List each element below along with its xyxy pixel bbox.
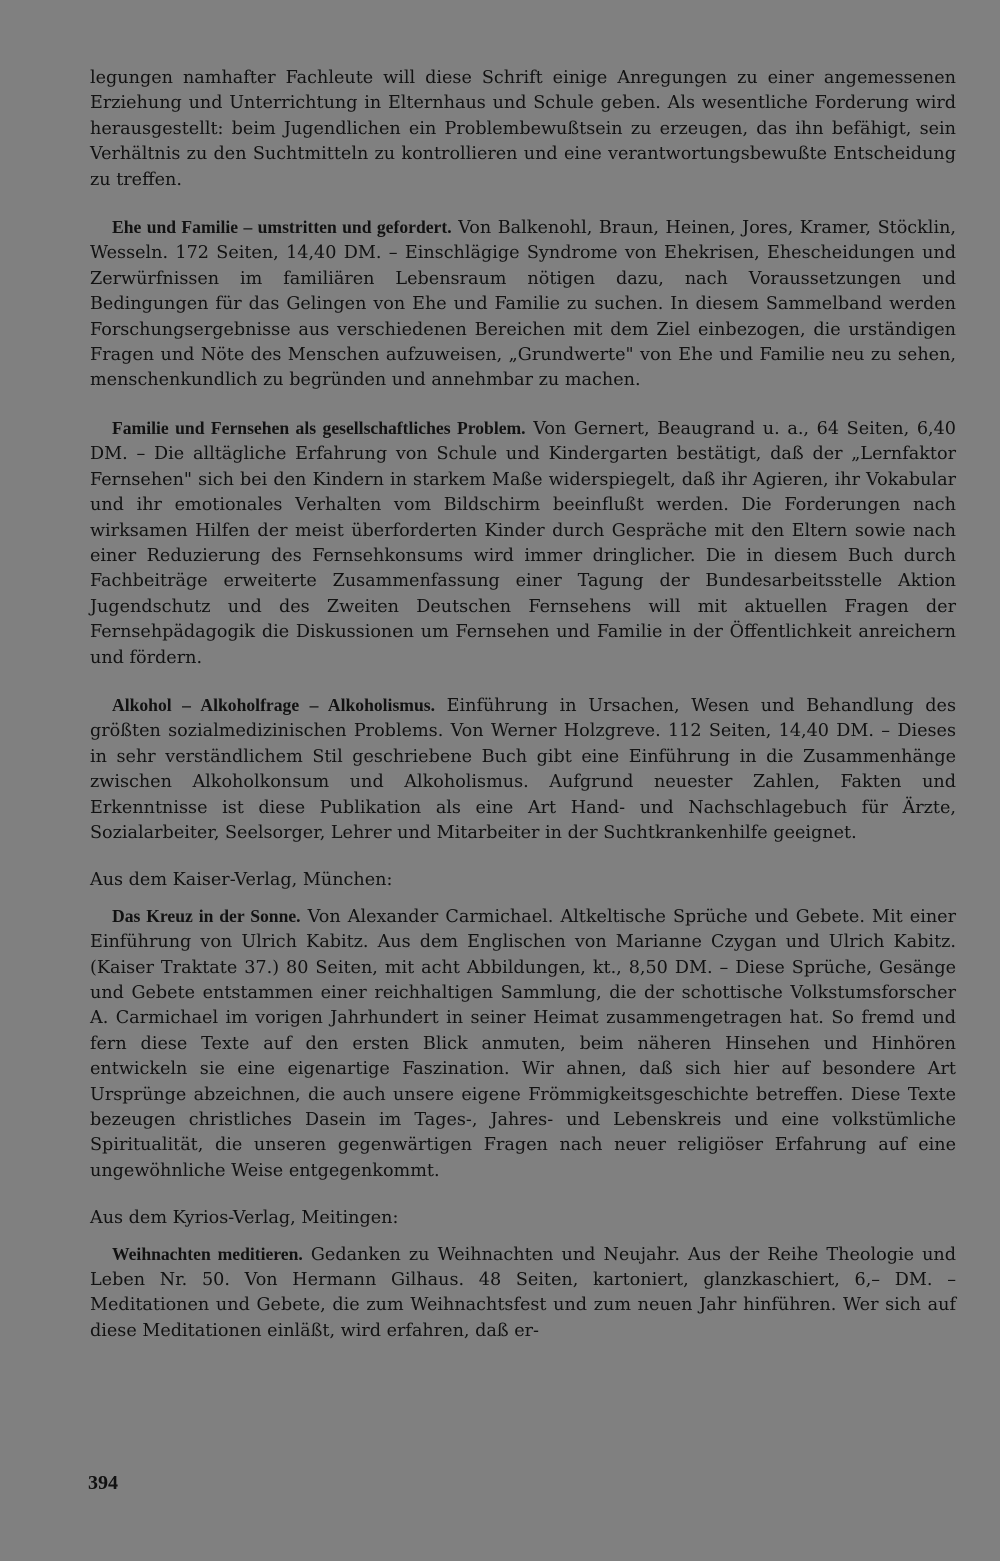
review-entry-kreuz-sonne [90, 904, 956, 1184]
book-description: Von Alexander Carmichael. Altkeltische Sprüche und Gebete. Mit einer Einführung von Ulrich Kabitz. Aus dem Englischen von Marianne Czygan und Ulrich Kabitz. (Kaiser Traktate 37.) 80 Seiten, mit acht Abbildungen, kt., 8,50 DM. – Diese Sprüche, Gesänge und Gebete entstammen einer reichhaltigen Sammlung, die der schottische Volkstumsforscher A. Carmichael im vorigen Jahrhundert in seiner Heimat zusammengetragen hat. So fremd und fern diese Texte auf den ersten Blick anmuten, beim näheren Hinsehen und Hinhören entwickeln sie eine eigenartige Faszination. Wir ahnen, daß sich hier auf besondere Art Ursprünge abzeichnen, die auch unsere eigene Frömmigkeitsgeschichte betreffen. Diese Texte bezeugen christliches Dasein im Tages-, Jahres- und Lebenskreis und eine volkstümliche Spiritualität, die unseren gegenwärtigen Fragen nach neuer religiöser Erfahrung auf eine ungewöhnliche Weise entgegenkommt. [90, 906, 956, 1181]
page-number: 394 [88, 1472, 118, 1494]
book-title: Ehe und Familie – umstritten und gefordert. [112, 217, 452, 238]
review-entry-familie-fernsehen [90, 416, 956, 671]
book-description: Von Balkenohl, Braun, Heinen, Jores, Kramer, Stöcklin, Wesseln. 172 Seiten, 14,40 DM. – Einschlägige Syndrome von Ehekrisen, Ehescheidungen und Zerwürfnissen im familiären Lebensraum nötigen dazu, nach Voraussetzungen und Bedingungen für das Gelingen von Ehe und Familie zu suchen. In diesem Sammelband werden Forschungsergebnisse aus verschiedenen Bereichen mit dem Ziel einbezogen, die urständigen Fragen und Nöte des Menschen aufzuweisen, „Grundwerte" von Ehe und Familie neu zu sehen, menschenkundlich zu begründen und annehmbar zu machen. [90, 218, 956, 391]
book-description: Einführung in Ursachen, Wesen und Behandlung des größten sozialmedizinischen Problems. Von Werner Holzgreve. 112 Seiten, 14,40 DM. – Dieses in sehr verständlichem Stil geschriebene Buch gibt eine Einführung in die Zusammenhänge zwischen Alkoholkonsum und Alkoholismus. Aufgrund neuester Zahlen, Fakten und Erkenntnisse ist diese Publikation als eine Art Hand- und Nachschlagebuch für Ärzte, Sozialarbeiter, Seelsorger, Lehrer und Mitarbeiter in der Suchtkrankenhilfe geeignet. [90, 695, 956, 843]
book-title: Alkohol – Alkoholfrage – Alkoholismus. [112, 694, 435, 715]
book-description: Von Gernert, Beaugrand u. a., 64 Seiten, 6,40 DM. – Die alltägliche Erfahrung von Schule und Kindergarten bestätigt, daß der „Lernfaktor Fernsehen" sich bei den Kindern in starkem Maße widerspiegelt, daß ihr Agieren, ihr Vokabular und ihr emotionales Verhalten vom Bildschirm beeinflußt werden. Die Forderungen nach wirksamen Hilfen der meist überforderten Kinder durch Gespräche mit den Eltern sowie nach einer Reduzierung des Fernsehkonsums wird immer dringlicher. Die in diesem Buch durch Fachbeiträge erweiterte Zusammenfassung einer Tagung der Bundesarbeitsstelle Aktion Jugendschutz und des Zweiten Deutschen Fernsehens will mit aktuellen Fragen der Fernsehpädagogik die Diskussionen um Fernsehen und Familie in der Öffentlichkeit anreichern und fördern. [90, 418, 956, 668]
review-entry-ehe-familie [90, 215, 956, 394]
book-description: Gedanken zu Weihnachten und Neujahr. Aus der Reihe Theologie und Leben Nr. 50. Von Hermann Gilhaus. 48 Seiten, kartoniert, glanzkaschiert, 6,– DM. – Meditationen und Gebete, die zum Weihnachtsfest und zum neuen Jahr hinführen. Wer sich auf diese Meditationen einläßt, wird erfahren, daß er- [90, 1244, 957, 1341]
publisher-heading-kaiser: Aus dem Kaiser-Verlag, München: [90, 870, 393, 891]
intro-paragraph: legungen namhafter Fachleute will diese Schrift einige Anregungen zu einer angemessenen Erziehung und Unterrichtung in Elternhaus und Schule geben. Als wesentliche Forderung wird herausgestellt: beim Jugendlichen ein Problembewußtsein zu erzeugen, das ihn befähigt, sein Verhältnis zu den Suchtmitteln zu kontrollieren und eine verantwortungsbewußte Entscheidung zu treffen. [90, 68, 956, 190]
book-title: Das Kreuz in der Sonne. [112, 905, 301, 926]
review-entry-alkohol [90, 693, 956, 846]
review-entry-weihnachten [90, 1242, 956, 1345]
book-title: Weihnachten meditieren. [112, 1243, 303, 1264]
document-page [90, 66, 956, 1366]
publisher-heading-kyrios: Aus dem Kyrios-Verlag, Meitingen: [90, 1208, 399, 1229]
book-title: Familie und Fernsehen als gesellschaftliches Problem. [112, 417, 526, 438]
